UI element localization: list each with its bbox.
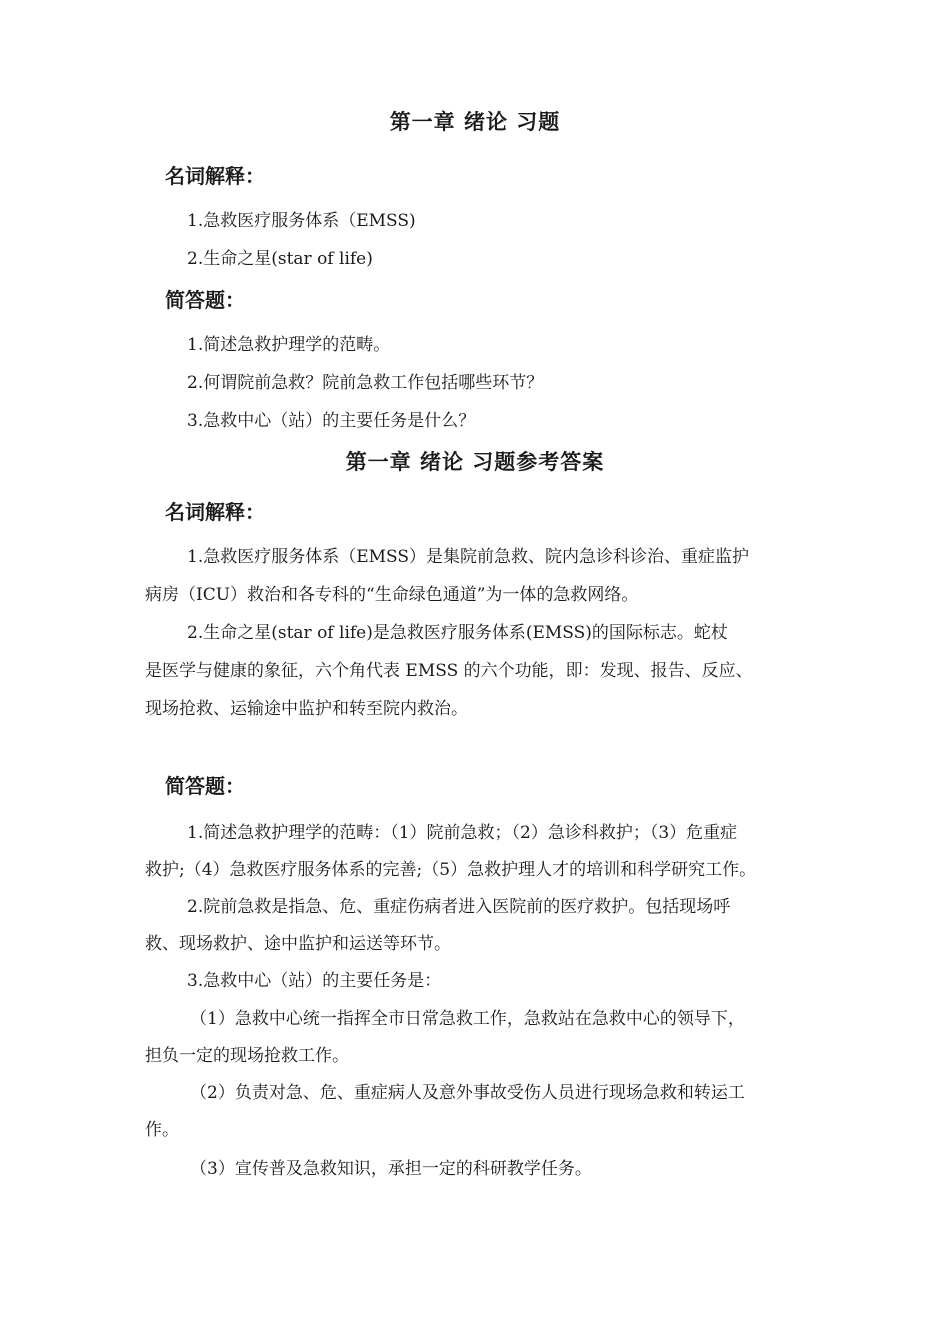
answer-q3-item-2-line-1: （2）负责对急、危、重症病人及意外事故受伤人员进行现场急救和转运工	[190, 1083, 745, 1103]
answer-q3-item-1-line-2: 担负一定的现场抢救工作。	[145, 1046, 349, 1066]
answers-title: 第一章 绪论 习题参考答案	[345, 450, 605, 474]
exercise-terms-heading: 名词解释：	[165, 164, 265, 188]
answer-q1-line-1: 1.简述急救护理学的范畴：（1）院前急救；（2）急诊科救护；（3）危重症	[187, 823, 738, 843]
exercise-question-2: 2.何谓院前急救？院前急救工作包括哪些环节？	[187, 373, 544, 393]
answer-term-2-line-1: 2.生命之星(star of life)是急救医疗服务体系(EMSS)的国际标志。蛇杖	[187, 623, 728, 643]
answer-term-2-line-2: 是医学与健康的象征，六个角代表 EMSS 的六个功能，即：发现、报告、反应、	[145, 661, 753, 681]
answer-q2-line-2: 救、现场救护、途中监护和运送等环节。	[145, 934, 451, 954]
answer-term-1-line-1: 1.急救医疗服务体系（EMSS）是集院前急救、院内急诊科诊治、重症监护	[187, 547, 750, 567]
answer-term-2-line-3: 现场抢救、运输途中监护和转至院内救治。	[145, 699, 468, 719]
answer-q3-item-1-line-1: （1）急救中心统一指挥全市日常急救工作，急救站在急救中心的领导下，	[190, 1009, 745, 1029]
exercise-title: 第一章 绪论 习题	[389, 110, 561, 134]
answer-term-1-line-2: 病房（ICU）救治和各专科的“生命绿色通道”为一体的急救网络。	[145, 585, 639, 605]
exercise-term-2: 2.生命之星(star of life)	[187, 249, 373, 269]
answer-q3-intro: 3.急救中心（站）的主要任务是：	[187, 971, 442, 991]
exercise-question-1: 1.简述急救护理学的范畴。	[187, 335, 391, 355]
exercise-term-1: 1.急救医疗服务体系（EMSS)	[187, 211, 416, 231]
answers-short-heading: 简答题：	[165, 774, 245, 798]
exercise-short-heading: 简答题：	[165, 288, 245, 312]
answer-q3-item-3: （3）宣传普及急救知识，承担一定的科研教学任务。	[190, 1159, 592, 1179]
answer-q1-line-2: 救护;（4）急救医疗服务体系的完善;（5）急救护理人才的培训和科学研究工作。	[145, 860, 757, 880]
exercise-question-3: 3.急救中心（站）的主要任务是什么？	[187, 411, 476, 431]
answer-q3-item-2-line-2: 作。	[145, 1120, 179, 1140]
answers-terms-heading: 名词解释：	[165, 500, 265, 524]
answer-q2-line-1: 2.院前急救是指急、危、重症伤病者进入医院前的医疗救护。包括现场呼	[187, 897, 731, 917]
